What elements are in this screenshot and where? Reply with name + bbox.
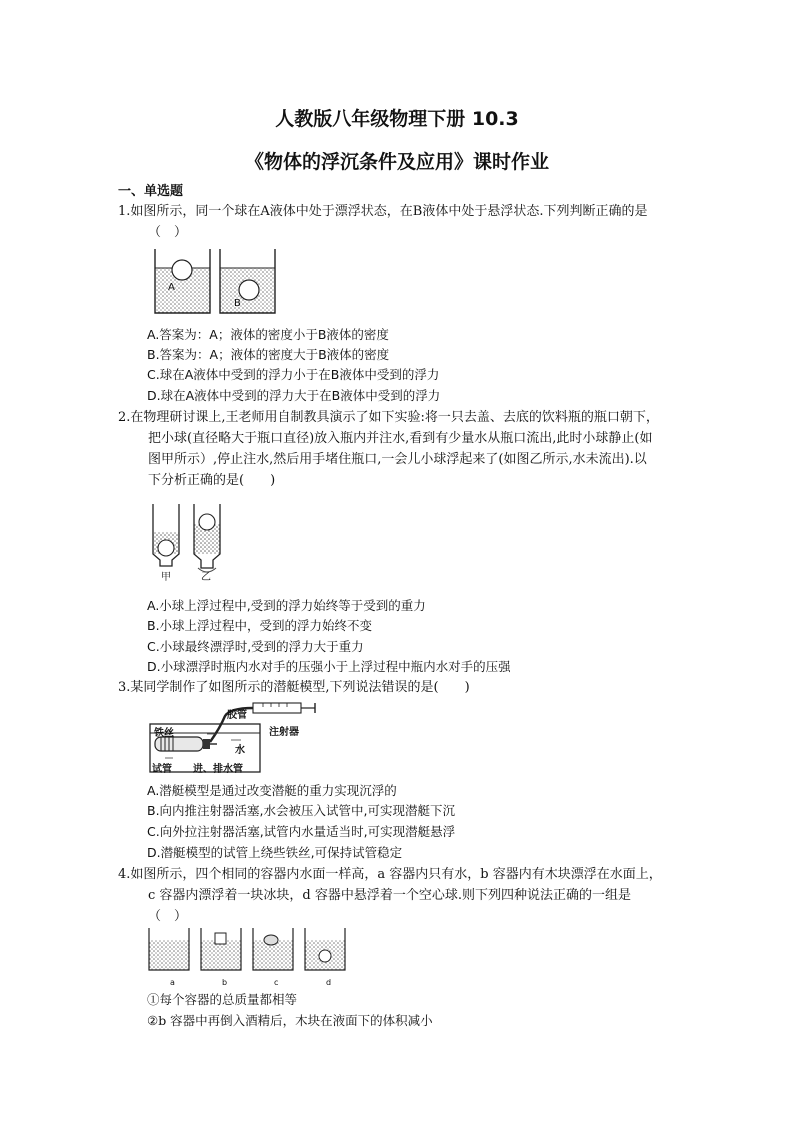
fig3-label-wire: 铁丝 bbox=[154, 728, 174, 739]
fig2-label-yi: 乙 bbox=[201, 572, 211, 583]
question-3-option-d[interactable]: D.潜艇模型的试管上绕些铁丝,可保持试管稳定 bbox=[147, 845, 403, 860]
question-2-line4: 下分析正确的是( ) bbox=[148, 473, 276, 488]
fig1-label-a: A bbox=[168, 282, 175, 293]
fig3-label-testtube: 试管 bbox=[152, 764, 172, 775]
section-heading: 一、单选题 bbox=[118, 184, 184, 199]
question-1-option-b[interactable]: B.答案为：A；液体的密度大于B液体的密度 bbox=[147, 347, 390, 362]
question-2-option-d[interactable]: D.小球漂浮时瓶内水对手的压强小于上浮过程中瓶内水对手的压强 bbox=[147, 659, 511, 674]
question-4 bbox=[118, 864, 718, 927]
question-4-line1: 4.如图所示，四个相同的容器内水面一样高，a 容器内只有水，b 容器内有木块漂浮在水面上， bbox=[118, 867, 662, 882]
question-4-statement-2: ②b 容器中再倒入酒精后，木块在液面下的体积减小 bbox=[147, 1013, 433, 1028]
fig1-label-b: B bbox=[234, 298, 241, 309]
question-1-option-c[interactable]: C.球在A液体中受到的浮力小于在B液体中受到的浮力 bbox=[147, 367, 440, 382]
fig2-label-jia: 甲 bbox=[161, 572, 171, 583]
question-2-option-a[interactable]: A.小球上浮过程中,受到的浮力始终等于受到的重力 bbox=[147, 598, 426, 613]
question-3-option-c[interactable]: C.向外拉注射器活塞,试管内水量适当时,可实现潜艇悬浮 bbox=[147, 824, 456, 839]
question-3-text: 3.某同学制作了如图所示的潜艇模型,下列说法错误的是( ) bbox=[118, 680, 470, 695]
question-3-option-b[interactable]: B.向内推注射器活塞,水会被压入试管中,可实现潜艇下沉 bbox=[147, 803, 455, 818]
question-1-paren: （ ） bbox=[148, 225, 188, 240]
fig3-label-pipe: 进、排水管 bbox=[193, 764, 243, 775]
question-2-line2: 把小球(直径略大于瓶口直径)放入瓶内并注水,看到有少量水从瓶口流出,此时小球静止(如 bbox=[148, 431, 653, 446]
question-2-line1: 2.在物理研讨课上,王老师用自制教具演示了如下实验:将一只去盖、去底的饮料瓶的瓶口朝下， bbox=[118, 410, 659, 425]
question-2-figure bbox=[148, 502, 228, 580]
question-2-option-b[interactable]: B.小球上浮过程中，受到的浮力始终不变 bbox=[147, 618, 373, 633]
question-4-statement-1: ①每个容器的总质量都相等 bbox=[147, 992, 298, 1007]
question-4-figure bbox=[145, 926, 355, 976]
question-4-line2: c 容器内漂浮着一块冰块，d 容器中悬浮着一个空心球.则下列四种说法正确的一组是 bbox=[148, 888, 632, 903]
question-3-option-a[interactable]: A.潜艇模型是通过改变潜艇的重力实现沉浮的 bbox=[147, 783, 397, 798]
fig4-label-d: d bbox=[326, 978, 332, 987]
doc-title-line2: 《物体的浮沉条件及应用》课时作业 bbox=[244, 151, 549, 173]
question-2-option-c[interactable]: C.小球最终漂浮时,受到的浮力大于重力 bbox=[147, 639, 364, 654]
fig4-label-b: b bbox=[222, 978, 228, 987]
question-1-option-a[interactable]: A.答案为：A；液体的密度小于B液体的密度 bbox=[147, 327, 389, 342]
doc-title-line1: 人教版八年级物理下册 10.3 bbox=[275, 108, 519, 130]
fig4-label-c: c bbox=[274, 978, 279, 987]
question-1-text: 1.如图所示，同一个球在A液体中处于漂浮状态，在B液体中处于悬浮状态.下列判断正确的是 bbox=[118, 204, 648, 219]
question-2-line3: 图甲所示）,停止注水,然后用手堵住瓶口,一会儿小球浮起来了(如图乙所示,水未流出).以 bbox=[148, 452, 647, 467]
question-2 bbox=[118, 407, 718, 491]
question-3 bbox=[118, 677, 718, 698]
fig3-label-syringe: 注射器 bbox=[269, 727, 299, 738]
question-1-option-d[interactable]: D.球在A液体中受到的浮力大于在B液体中受到的浮力 bbox=[147, 388, 441, 403]
fig4-label-a: a bbox=[170, 978, 175, 987]
fig3-label-tube: 胶管 bbox=[227, 710, 247, 721]
question-4-paren: （ ） bbox=[148, 909, 188, 924]
question-1-figure bbox=[150, 243, 290, 318]
fig3-label-water: 水 bbox=[235, 745, 245, 756]
question-1 bbox=[118, 201, 718, 243]
